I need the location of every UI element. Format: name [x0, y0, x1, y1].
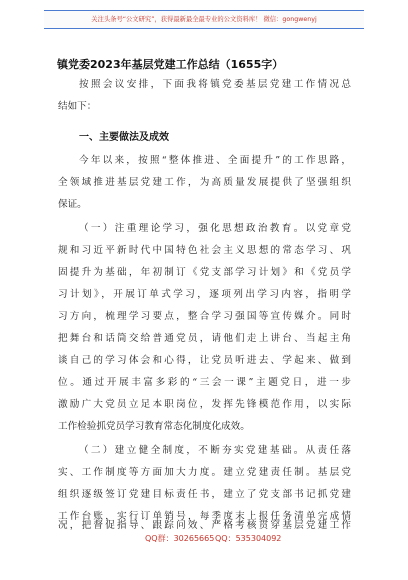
qq-group-number: QQ群：30265665: [145, 534, 215, 543]
intro-line: 按照会议安排，下面我将镇党委基层党建工作情况总: [79, 79, 351, 90]
paragraph-line: （一）注重理论学习，强化思想政治教育。以党章党: [79, 223, 351, 234]
section-heading: 一、主要做法及成效: [79, 132, 169, 143]
footer: [0, 532, 408, 546]
header-banner: 关注头条号“公文研究”，获得最新最全最专业的公文资料库！ 微信：gongwenyj: [44, 10, 364, 29]
paragraph-line: 实、工作制度等方面加大力度。建立党建责任制。基层党: [58, 467, 351, 478]
paragraph-line: 谈自己的学习体会和心得，让党员听进去、学起来、做到: [58, 355, 351, 366]
paragraph-line: 工作台账，实行订单销号，每季度末上报任务清单完成情: [58, 511, 351, 522]
paragraph-line: 固提升为基础，年初制订《党支部学习计划》和《党员学: [58, 267, 351, 278]
paragraph-line: 习计划》，开展订单式学习，逐项列出学习内容，指明学: [58, 289, 351, 300]
paragraph-line: 工作检验抓党员学习教育常态化制度化成效。: [58, 421, 250, 432]
paragraph-line: 习方向，梳理学习要点，整合学习强国等宣传媒介。同时: [58, 311, 351, 322]
paragraph-line: 保证。: [58, 199, 87, 210]
paragraph-line: 况，把督促指导、跟踪问效、严格考核贯穿基层党建工作: [58, 520, 351, 531]
qq-number: QQ：535304092: [215, 534, 282, 543]
paragraph-line: 今年以来，按照“整体推进、全面提升”的工作思路，: [79, 155, 351, 166]
paragraph-line: 全领域推进基层党建工作，为高质量发展提供了坚强组织: [58, 177, 351, 188]
document-title: 镇党委2023年基层党建工作总结（1655字）: [57, 58, 284, 71]
paragraph-line: 规和习近平新时代中国特色社会主义思想的常态学习、巩: [58, 245, 351, 256]
intro-line: 结如下：: [58, 101, 97, 112]
paragraph-line: 位。通过开展丰富多彩的“三会一课”主题党日，进一步: [58, 377, 351, 388]
paragraph-line: 激励广大党员立足本职岗位，发挥先锋模范作用，以实际: [58, 399, 351, 410]
paragraph-line: 把舞台和话筒交给普通党员，请他们走上讲台、当起主角: [58, 333, 351, 344]
paragraph-line: （二）建立健全制度，不断夯实党建基础。从责任落: [79, 445, 351, 456]
paragraph-line: 组织逐级签订党建目标责任书，建立了党支部书记抓党建: [58, 489, 351, 500]
